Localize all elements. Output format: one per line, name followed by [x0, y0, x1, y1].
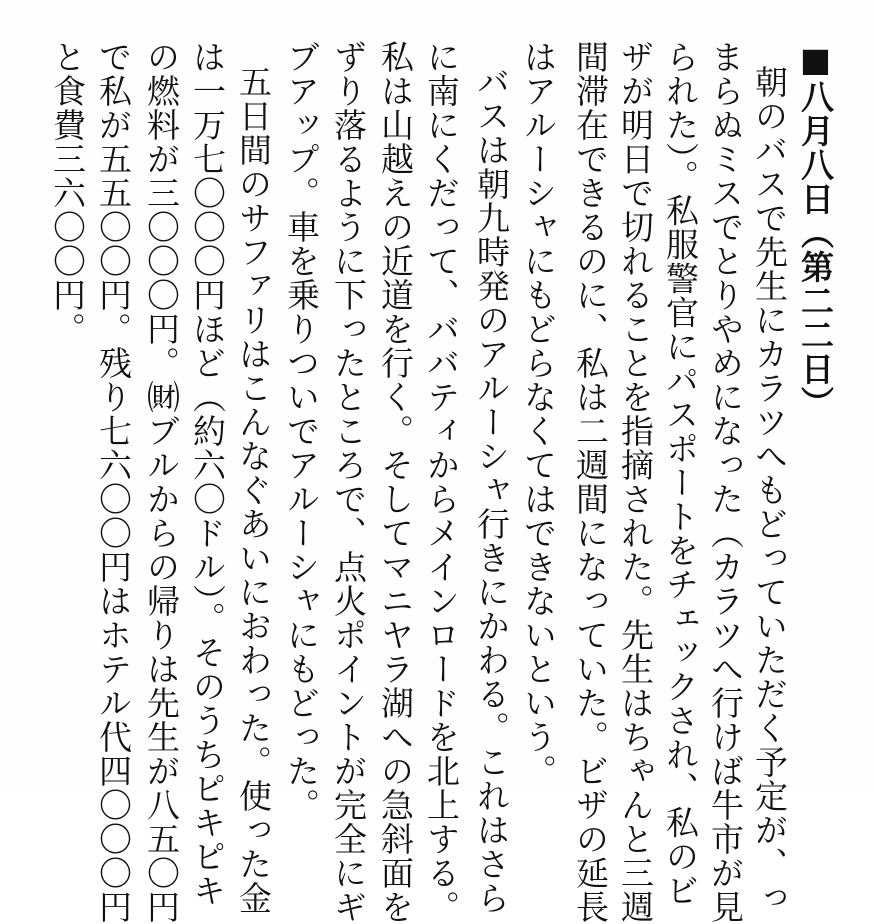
text-column: バスは朝九時発のアルーシャ行きにかわる。これはさら — [472, 65, 511, 915]
text-column: の燃料が三〇〇〇円。㈶ブルからの帰りは先生が八五〇円 — [142, 40, 181, 924]
text-column: ザが明日で切れることを指摘された。先生はちゃんと三週 — [616, 40, 655, 924]
text-column: ブアップ。車を乗りついでアルーシャにもどった。 — [282, 40, 321, 822]
text-column: 朝のバスで先生にカラツへもどっていただく予定が、っ — [750, 65, 789, 915]
text-column: で私が五五〇〇円。残り七六〇〇円はホテル代四〇〇〇円 — [94, 40, 133, 924]
text-column: はアルーシャにもどらなくてはできないという。 — [519, 40, 558, 788]
text-column: 間滞在できるのに、私は二週間になっていた。ビザの延長 — [571, 40, 610, 924]
text-column: ずり落るように下ったところで、点火ポイントが完全にギ — [329, 40, 368, 924]
text-column: は一万七〇〇〇円ほど（約六〇ドル）。そのうちピキピキ — [188, 40, 227, 908]
text-column: られた）。私服警官にパスポートをチェックされ、私のビ — [661, 40, 700, 908]
text-column: と食費三六〇〇円。 — [48, 40, 87, 346]
text-column: 私は山越えの近道を行く。そしてマニヤラ湖への急斜面を — [376, 40, 415, 924]
text-column: まらぬミスでとりやめになった（カラツへ行けば牛市が見 — [706, 40, 745, 924]
text-column: 五日間のサファリはこんなぐあいにおわった。使った金 — [234, 65, 273, 915]
text-column: に南にくだって、ババティからメインロードを北上する。 — [422, 40, 461, 924]
section-heading: ■八月八日（第二二日） — [796, 40, 835, 420]
